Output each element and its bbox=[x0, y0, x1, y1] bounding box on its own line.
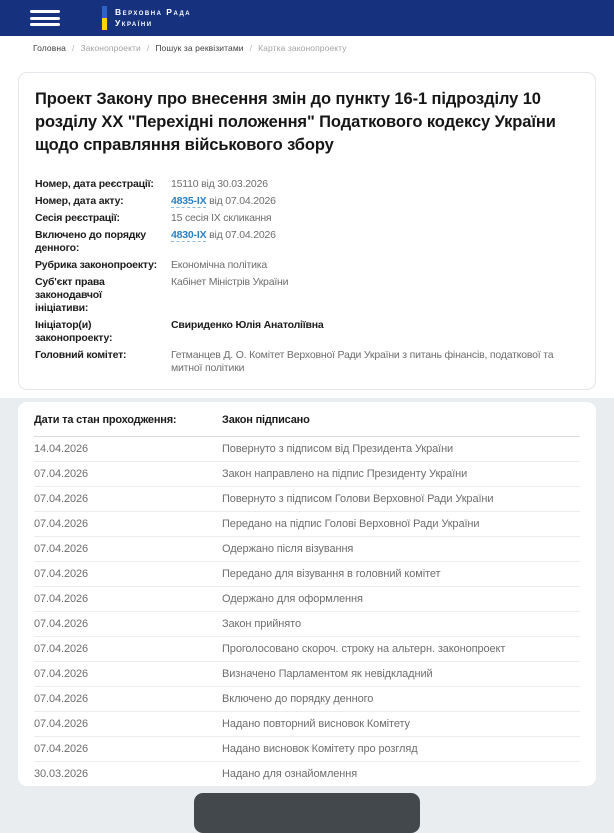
timeline-status: Закон направлено на підпис Президенту України bbox=[222, 467, 468, 480]
logo-line2: України bbox=[115, 18, 153, 28]
meta-value bbox=[171, 195, 579, 208]
agenda-date: від 07.04.2026 bbox=[209, 229, 276, 242]
timeline-status: Проголосовано скороч. строку на альтерн. законопроект bbox=[222, 642, 506, 655]
rada-logo[interactable] bbox=[102, 6, 191, 30]
timeline-row bbox=[34, 462, 580, 487]
meta-value: 15110 від 30.03.2026 bbox=[171, 178, 268, 191]
meta-value: Економічна політика bbox=[171, 259, 268, 272]
timeline-date: 07.04.2026 bbox=[34, 492, 89, 505]
timeline-row bbox=[34, 587, 580, 612]
timeline-date: 30.03.2026 bbox=[34, 767, 89, 780]
meta-label: Включено до порядку денного: bbox=[35, 229, 146, 255]
meta-label: Номер, дата акту: bbox=[35, 195, 124, 208]
timeline-row bbox=[34, 512, 580, 537]
timeline-row bbox=[34, 637, 580, 662]
meta-label: Сесія реєстрації: bbox=[35, 212, 120, 225]
meta-label: Ініціатор(и) законопроекту: bbox=[35, 319, 113, 345]
meta-value: 15 сесія IX скликання bbox=[171, 212, 272, 225]
agenda-number-link[interactable]: 4830-IX bbox=[171, 229, 207, 242]
breadcrumb-separator: / bbox=[249, 43, 253, 53]
timeline-card bbox=[18, 402, 596, 786]
timeline-status: Одержано після візування bbox=[222, 542, 354, 555]
timeline-date: 07.04.2026 bbox=[34, 617, 89, 630]
meta-label: Рубрика законопроекту: bbox=[35, 259, 157, 272]
bill-meta bbox=[35, 176, 579, 377]
timeline-header-label: Дати та стан проходження: bbox=[34, 414, 177, 427]
timeline-header bbox=[34, 402, 580, 437]
bill-title: Проект Закону про внесення змін до пункту 16-1 підрозділу 10 розділу XX "Перехідні положення" Податкового кодексу України щодо справляння військового збору bbox=[35, 90, 556, 154]
timeline-status: Надано висновок Комітету про розгляд bbox=[222, 742, 418, 755]
timeline-status: Закон прийнято bbox=[222, 617, 301, 630]
timeline-status: Повернуто з підписом Голови Верховної Ради України bbox=[222, 492, 494, 505]
act-number-link[interactable]: 4835-IX bbox=[171, 195, 207, 208]
breadcrumb-bills[interactable]: Законопроекти bbox=[80, 43, 141, 53]
meta-value-initiator: Свириденко Юлія Анатоліївна bbox=[171, 319, 324, 332]
timeline-rows bbox=[34, 437, 580, 786]
timeline-status: Передано для візування в головний комітет bbox=[222, 567, 441, 580]
act-date: від 07.04.2026 bbox=[209, 195, 276, 208]
timeline-date: 07.04.2026 bbox=[34, 592, 89, 605]
meta-label: Номер, дата реєстрації: bbox=[35, 178, 154, 191]
timeline-row bbox=[34, 612, 580, 637]
logo-line1: Верховна Рада bbox=[115, 7, 192, 17]
app-header bbox=[0, 0, 614, 36]
timeline-row bbox=[34, 762, 580, 786]
timeline-status: Визначено Парламентом як невідкладний bbox=[222, 667, 433, 680]
show-more-button[interactable] bbox=[194, 793, 420, 833]
timeline-date: 14.04.2026 bbox=[34, 442, 89, 455]
breadcrumb-separator: / bbox=[146, 43, 150, 53]
meta-value: Кабінет Міністрів України bbox=[171, 276, 289, 289]
timeline-date: 07.04.2026 bbox=[34, 642, 89, 655]
timeline-row bbox=[34, 537, 580, 562]
meta-row-agenda bbox=[35, 227, 579, 257]
timeline-date: 07.04.2026 bbox=[34, 567, 89, 580]
meta-label: Суб'єкт права законодавчої ініціативи: bbox=[35, 276, 105, 315]
timeline-header-status: Закон підписано bbox=[222, 414, 310, 427]
timeline-row bbox=[34, 562, 580, 587]
meta-label: Головний комітет: bbox=[35, 349, 127, 362]
meta-value bbox=[171, 229, 579, 255]
timeline-row bbox=[34, 737, 580, 762]
timeline-status: Надано повторний висновок Комітету bbox=[222, 717, 410, 730]
bill-card bbox=[18, 72, 596, 390]
timeline-status: Включено до порядку денного bbox=[222, 692, 374, 705]
timeline-date: 07.04.2026 bbox=[34, 742, 89, 755]
timeline-row bbox=[34, 437, 580, 462]
timeline-section bbox=[0, 398, 614, 833]
timeline-row bbox=[34, 712, 580, 737]
breadcrumb-search[interactable]: Пошук за реквізитами bbox=[155, 43, 244, 53]
meta-row-registration bbox=[35, 176, 579, 193]
timeline-status: Передано на підпис Голові Верховної Ради України bbox=[222, 517, 480, 530]
timeline-date: 07.04.2026 bbox=[34, 542, 89, 555]
breadcrumb-home[interactable]: Головна bbox=[33, 43, 66, 53]
breadcrumb-separator: / bbox=[72, 43, 75, 53]
meta-row-session bbox=[35, 210, 579, 227]
menu-icon[interactable] bbox=[30, 10, 60, 26]
flag-stripe-icon bbox=[102, 6, 107, 30]
timeline-date: 07.04.2026 bbox=[34, 517, 89, 530]
meta-row-rubric bbox=[35, 257, 579, 274]
bill-section bbox=[0, 60, 614, 398]
timeline-row bbox=[34, 487, 580, 512]
meta-value: Гетманцев Д. О. Комітет Верховної Ради України з питань фінансів, податкової та митної політики bbox=[171, 349, 554, 375]
timeline-status: Повернуто з підписом від Президента України bbox=[222, 442, 454, 455]
breadcrumb bbox=[0, 36, 614, 60]
meta-row-initiator bbox=[35, 317, 579, 347]
timeline-row bbox=[34, 662, 580, 687]
meta-row-subject bbox=[35, 274, 579, 317]
breadcrumb-current: Картка законопроекту bbox=[258, 43, 347, 53]
meta-row-committee bbox=[35, 347, 579, 377]
timeline-date: 07.04.2026 bbox=[34, 667, 89, 680]
timeline-status: Надано для ознайомлення bbox=[222, 767, 358, 780]
timeline-date: 07.04.2026 bbox=[34, 717, 89, 730]
timeline-date: 07.04.2026 bbox=[34, 467, 89, 480]
timeline-row bbox=[34, 687, 580, 712]
meta-row-act bbox=[35, 193, 579, 210]
timeline-date: 07.04.2026 bbox=[34, 692, 89, 705]
logo-text bbox=[115, 7, 191, 29]
timeline-status: Одержано для оформлення bbox=[222, 592, 363, 605]
